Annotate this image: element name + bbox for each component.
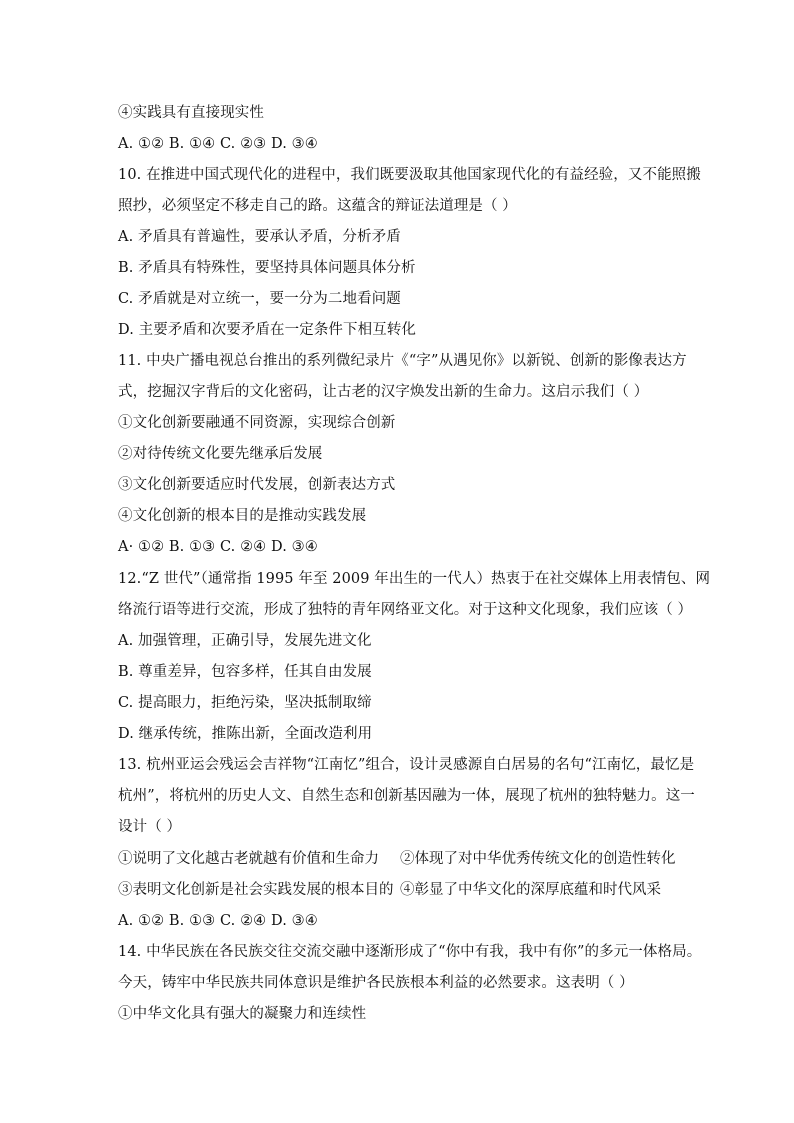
q10-stem-line-1: 10. 在推进中国式现代化的进程中，我们既要汲取其他国家现代化的有益经验，又不能照搬 [118,167,701,183]
q13-option-2: ②体现了对中华优秀传统文化的创造性转化 [400,851,676,867]
q13-options-row-2 [118,880,698,900]
q14-option-1: ①中华文化具有强大的凝聚力和连续性 [118,1006,367,1022]
q12-option-c: C. 提高眼力，拒绝污染，坚决抵制取缔 [118,695,372,711]
q10-option-c: C. 矛盾就是对立统一，要一分为二地看问题 [118,291,401,307]
q12-option-d: D. 继承传统，推陈出新，全面改造利用 [118,726,373,742]
q13-option-3: ③表明文化创新是社会实践发展的根本目的 [118,882,394,898]
q9-option-4: ④实践具有直接现实性 [118,105,264,121]
q14-stem-line-1: 14. 中华民族在各民族交往交流交融中逐渐形成了“你中有我，我中有你”的多元一体格局。 [118,944,702,960]
q10-option-d: D. 主要矛盾和次要矛盾在一定条件下相互转化 [118,322,417,338]
q13-stem-line-3: 设计（ ） [118,819,182,835]
q13-stem-line-2: 杭州”，将杭州的历史人文、自然生态和创新基因融为一体，展现了杭州的独特魅力。这一 [118,788,695,804]
q13-option-1: ①说明了文化越古老就越有价值和生命力 [118,851,379,867]
q11-option-1: ①文化创新要融通不同资源，实现综合创新 [118,415,396,431]
q13-option-4: ④彰显了中华文化的深厚底蕴和时代风采 [400,882,661,898]
q10-option-b: B. 矛盾具有特殊性，要坚持具体问题具体分析 [118,260,416,276]
q14-stem-line-2: 今天，铸牢中华民族共同体意识是维护各民族根本利益的必然要求。这表明（ ） [118,975,634,991]
q11-option-2: ②对待传统文化要先继承后发展 [118,446,323,462]
q12-option-a: A. 加强管理，正确引导，发展先进文化 [118,633,372,649]
q11-answer-choices: A· ①② B. ①③ C. ②④ D. ③④ [118,539,318,555]
q9-answer-choices: A. ①② B. ①④ C. ②③ D. ③④ [118,136,318,152]
q13-answer-choices: A. ①② B. ①③ C. ②④ D. ③④ [118,913,318,929]
q11-stem-line-2: 式，挖掘汉字背后的文化密码，让古老的汉字焕发出新的生命力。这启示我们（ ） [118,384,649,400]
q10-option-a: A. 矛盾具有普遍性，要承认矛盾，分析矛盾 [118,229,401,245]
q11-option-4: ④文化创新的根本目的是推动实践发展 [118,508,367,524]
q11-option-3: ③文化创新要适应时代发展，创新表达方式 [118,477,396,493]
q12-stem-line-1: 12.“Z 世代”（通常指 1995 年至 2009 年出生的一代人）热衷于在社交媒体上用表情包、网 [118,571,711,587]
q12-option-b: B. 尊重差异，包容多样，任其自由发展 [118,664,372,680]
q11-stem-line-1: 11. 中央广播电视总台推出的系列微纪录片《“字”从遇见你》以新锐、创新的影像表达方 [118,353,687,369]
q13-options-row-1 [118,849,698,869]
q12-stem-line-2: 络流行语等进行交流，形成了独特的青年网络亚文化。对于这种文化现象，我们应该（ ） [118,602,693,618]
q10-stem-line-2: 照抄，必须坚定不移走自己的路。这蕴含的辩证法道理是（ ） [118,198,517,214]
q13-stem-line-1: 13. 杭州亚运会残运会吉祥物“江南忆”组合，设计灵感源自白居易的名句“江南忆，最忆是 [118,757,695,773]
